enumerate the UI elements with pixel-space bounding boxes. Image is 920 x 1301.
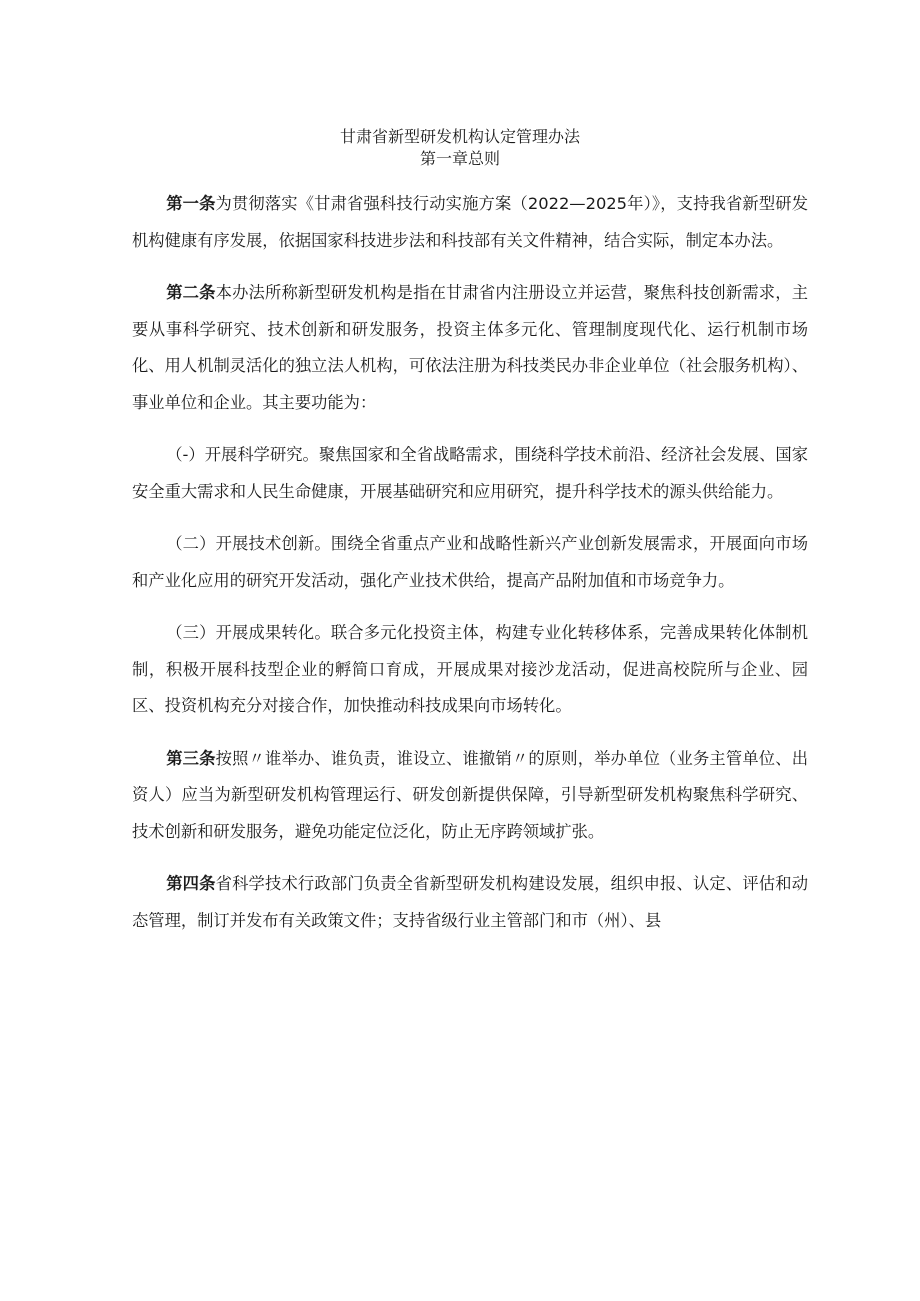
paragraph-item-1: [132, 437, 808, 510]
article-label: 第一条: [166, 194, 216, 213]
paragraph-text: （-）开展科学研究。聚焦国家和全省战略需求，围绕科学技术前沿、经济社会发展、国家安全重大需求和人民生命健康，开展基础研究和应用研究，提升科学技术的源头供给能力。: [132, 445, 808, 501]
paragraph-article-2: [132, 275, 808, 421]
paragraph-item-2: [132, 526, 808, 599]
chapter-heading: 第一章总则: [419, 149, 500, 168]
paragraph-text: 按照〃谁举办、谁负责，谁设立、谁撤销〃的原则，举办单位（业务主管单位、出资人）应当为新型研发机构管理运行、研发创新提供保障，引导新型研发机构聚焦科学研究、技术创新和研发服务，避免功能定位泛化，防止无序跨领域扩张。: [132, 748, 808, 841]
article-label: 第三条: [166, 748, 216, 768]
article-label: 第四条: [166, 874, 216, 893]
paragraph-text: 为贯彻落实《甘肃省强科技行动实施方案（2022—2025年）》，支持我省新型研发机构健康有序发展，依据国家科技进步法和科技部有关文件精神，结合实际，制定本办法。: [132, 194, 808, 250]
paragraph-item-3: [132, 615, 808, 725]
document-body: [132, 186, 808, 955]
paragraph-text: （三）开展成果转化。联合多元化投资主体，构建专业化转移体系，完善成果转化体制机制，积极开展科技型企业的孵简口育成，开展成果对接沙龙活动，促进高校院所与企业、园区、投资机构充分对接合作，加快推动科技成果向市场转化。: [132, 623, 808, 715]
paragraph-text: （二）开展技术创新。围绕全省重点产业和战略性新兴产业创新发展需求，开展面向市场和产业化应用的研究开发活动，强化产业技术供给，提高产品附加值和市场竞争力。: [132, 534, 808, 590]
title-block: [0, 126, 920, 170]
document-title: 甘肃省新型研发机构认定管理办法: [339, 127, 580, 146]
paragraph-article-4: [132, 866, 808, 939]
article-label: 第二条: [166, 283, 216, 302]
paragraph-article-3: [132, 741, 808, 851]
paragraph-article-1: [132, 186, 808, 259]
paragraph-text: 本办法所称新型研发机构是指在甘肃省内注册设立并运营，聚焦科技创新需求，主要从事科学研究、技术创新和研发服务，投资主体多元化、管理制度现代化、运行机制市场化、用人机制灵活化的独立法人机构，可依法注册为科技类民办非企业单位（社会服务机构）、事业单位和企业。其主要功能为：: [132, 283, 808, 412]
paragraph-text: 省科学技术行政部门负责全省新型研发机构建设发展，组织申报、认定、评估和动态管理，制订并发布有关政策文件；支持省级行业主管部门和市（州）、县: [132, 874, 808, 930]
